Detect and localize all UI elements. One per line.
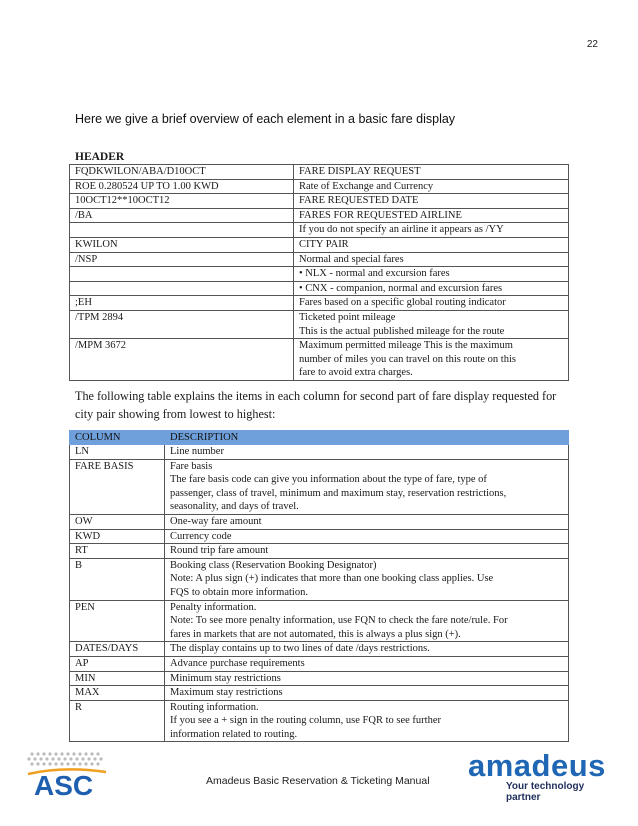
header-code-cell: /BA (70, 208, 294, 223)
column-description-cell (165, 445, 569, 460)
columns-table (69, 430, 569, 742)
header-table-row (70, 208, 569, 223)
column-code-cell: RT (70, 544, 165, 559)
header-table-row (70, 179, 569, 194)
column-description-line: Advance purchase requirements (170, 657, 305, 669)
columns-table-row (70, 514, 569, 529)
column-description-line: Routing information. (170, 701, 259, 713)
column-description-line: passenger, class of travel, minimum and maximum stay, reservation restrictions, (170, 487, 507, 499)
columns-table-row (70, 600, 569, 642)
header-code-cell: /MPM 3672 (70, 339, 294, 381)
column-header-description: DESCRIPTION (165, 431, 569, 445)
column-description-line: Penalty information. (170, 601, 257, 613)
header-title: HEADER (75, 151, 125, 163)
header-table (69, 164, 569, 381)
explanation-paragraph: The following table explains the items in each column for second part of fare display requested for city pair showing from lowest to highest: (75, 389, 557, 421)
header-description-line: Maximum permitted mileage This is the maximum (299, 340, 513, 352)
header-description-line: • CNX - companion, normal and excursion fares (299, 282, 503, 294)
header-code-cell: 10OCT12**10OCT12 (70, 194, 294, 209)
columns-table-header-row (70, 431, 569, 445)
header-description-cell (294, 339, 569, 381)
header-description-cell (294, 267, 569, 282)
columns-table-row (70, 656, 569, 671)
column-description-line: seasonality, and days of travel. (170, 501, 299, 513)
column-code-cell: MIN (70, 671, 165, 686)
columns-table-row (70, 558, 569, 600)
header-table-row (70, 281, 569, 296)
column-description-line: Note: A plus sign (+) indicates that more than one booking class applies. Use (170, 573, 494, 585)
columns-table-row (70, 544, 569, 559)
header-table-row (70, 252, 569, 267)
header-code-cell (70, 223, 294, 238)
columns-table-row (70, 700, 569, 742)
header-description-cell (294, 194, 569, 209)
column-description-cell (165, 544, 569, 559)
header-description-cell (294, 310, 569, 338)
column-code-cell: OW (70, 514, 165, 529)
page-number: 22 (586, 39, 598, 50)
header-description-line: fare to avoid extra charges. (299, 367, 413, 379)
header-description-cell (294, 179, 569, 194)
header-description-cell (294, 223, 569, 238)
header-code-cell (70, 267, 294, 282)
column-code-cell: DATES/DAYS (70, 642, 165, 657)
column-description-line: Note: To see more penalty information, use FQN to check the fare note/rule. For (170, 615, 508, 627)
intro-text: Here we give a brief overview of each element in a basic fare display (75, 112, 456, 126)
column-code-cell: R (70, 700, 165, 742)
column-description-line: Line number (170, 446, 224, 457)
header-table-row (70, 194, 569, 209)
column-description-cell (165, 529, 569, 544)
column-code-cell: B (70, 558, 165, 600)
column-description-cell (165, 600, 569, 642)
header-table-row (70, 339, 569, 381)
header-description-line: number of miles you can travel on this route on this (299, 353, 516, 365)
column-code-cell: LN (70, 445, 165, 460)
column-description-cell (165, 642, 569, 657)
column-code-cell: FARE BASIS (70, 459, 165, 514)
header-description-line: Rate of Exchange and Currency (299, 180, 434, 192)
header-table-row (70, 223, 569, 238)
column-description-line: Maximum stay restrictions (170, 687, 283, 699)
footer-title: Amadeus Basic Reservation & Ticketing Manual (206, 775, 430, 787)
amadeus-tagline: Your technology partner (506, 781, 585, 803)
header-description-cell (294, 237, 569, 252)
asc-logo (24, 748, 116, 798)
header-code-cell: ROE 0.280524 UP TO 1.00 KWD (70, 179, 294, 194)
header-description-cell (294, 281, 569, 296)
header-description-cell (294, 296, 569, 311)
amadeus-logo-text: amadeus (468, 748, 606, 783)
header-description-line: FARE DISPLAY REQUEST (299, 166, 421, 177)
header-code-cell: ;EH (70, 296, 294, 311)
column-description-cell (165, 700, 569, 742)
header-description-line: • NLX - normal and excursion fares (299, 268, 450, 280)
header-code-cell: /TPM 2894 (70, 310, 294, 338)
header-description-line: Fares based on a specific global routing indicator (299, 297, 506, 309)
header-code-cell (70, 281, 294, 296)
amadeus-logo (464, 748, 614, 803)
header-table-row (70, 296, 569, 311)
header-description-line: Normal and special fares (299, 253, 404, 265)
column-description-line: Round trip fare amount (170, 545, 269, 557)
columns-table-row (70, 671, 569, 686)
header-description-cell (294, 208, 569, 223)
column-code-cell: AP (70, 656, 165, 671)
column-description-line: Currency code (170, 530, 232, 542)
header-code-cell: FQDKWILON/ABA/D10OCT (70, 165, 294, 180)
column-description-line: Fare basis (170, 460, 213, 472)
header-description-cell (294, 252, 569, 267)
column-description-cell (165, 514, 569, 529)
column-description-line: The display contains up to two lines of date /days restrictions. (170, 643, 430, 655)
column-description-line: FQS to obtain more information. (170, 586, 308, 598)
column-description-cell (165, 671, 569, 686)
column-header-column: COLUMN (70, 431, 165, 445)
header-code-cell: KWILON (70, 237, 294, 252)
column-description-line: One-way fare amount (170, 515, 262, 527)
column-description-line: information related to routing. (170, 728, 298, 740)
column-description-cell (165, 686, 569, 701)
columns-table-row (70, 459, 569, 514)
header-description-line: If you do not specify an airline it appears as /YY (299, 224, 504, 236)
column-description-line: If you see a + sign in the routing column, use FQR to see further (170, 715, 441, 727)
columns-table-row (70, 686, 569, 701)
header-description-line: CITY PAIR (299, 238, 349, 250)
columns-table-row (70, 529, 569, 544)
header-code-cell: /NSP (70, 252, 294, 267)
column-code-cell: KWD (70, 529, 165, 544)
column-description-line: Booking class (Reservation Booking Designator) (170, 559, 377, 571)
column-description-line: The fare basis code can give you information about the type of fare, type of (170, 474, 487, 486)
header-description-cell (294, 165, 569, 180)
asc-logo-graphic (24, 748, 116, 798)
header-description-line: FARE REQUESTED DATE (299, 195, 419, 207)
column-code-cell: MAX (70, 686, 165, 701)
header-table-row (70, 165, 569, 180)
column-code-cell: PEN (70, 600, 165, 642)
header-table-row (70, 267, 569, 282)
header-description-line: Ticketed point mileage (299, 311, 396, 323)
asc-logo-text: ASC (34, 770, 94, 798)
column-description-cell (165, 656, 569, 671)
column-description-cell (165, 459, 569, 514)
column-description-line: Minimum stay restrictions (170, 672, 281, 684)
column-description-line: fares in markets that are not automated, this is always a plus sign (+). (170, 628, 461, 640)
header-table-row (70, 237, 569, 252)
header-description-line: This is the actual published mileage for the route (299, 325, 505, 337)
columns-table-row (70, 642, 569, 657)
header-table-row (70, 310, 569, 338)
header-description-line: FARES FOR REQUESTED AIRLINE (299, 209, 462, 221)
column-description-cell (165, 558, 569, 600)
asc-dot-pattern (27, 752, 102, 765)
columns-table-row (70, 445, 569, 460)
